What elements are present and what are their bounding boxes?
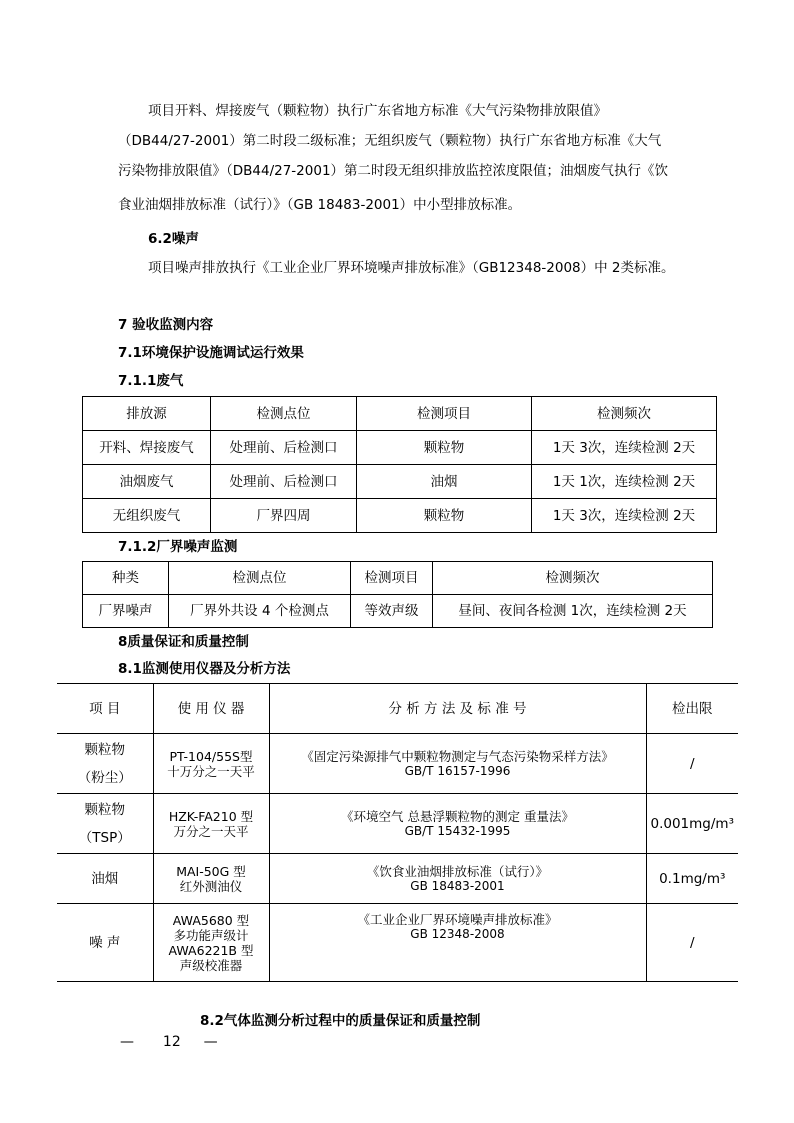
table-cell: 厂界四周 xyxy=(211,499,357,533)
column-header: 检测项目 xyxy=(351,562,433,595)
table-cell: 1天 3次，连续检测 2天 xyxy=(532,431,717,465)
method-name: 《环境空气 总悬浮颗粒物的测定 重量法》 xyxy=(341,809,574,824)
instrument-cell xyxy=(153,904,269,982)
method-cell xyxy=(269,734,646,794)
table-header-row xyxy=(57,684,738,734)
column-header: 检测频次 xyxy=(532,397,717,431)
paragraph-line: 食业油烟排放标准（试行）》（GB 18483-2001）中小型排放标准。 xyxy=(118,197,522,213)
column-header: 检测点位 xyxy=(211,397,357,431)
table-cell: 开料、焊接废气 xyxy=(83,431,211,465)
table-cell: 无组织废气 xyxy=(83,499,211,533)
instrument-model: AWA5680 型 xyxy=(172,912,250,928)
instrument-type: 红外测油仪 xyxy=(179,878,243,894)
page-footer xyxy=(120,1034,218,1050)
method-cell xyxy=(269,904,646,982)
section-heading-8-2: 8.2气体监测分析过程中的质量保证和质量控制 xyxy=(200,1013,481,1029)
item-cell: 油烟 xyxy=(57,854,153,904)
item-name: 颗粒物 xyxy=(84,801,125,818)
method-name: 《工业企业厂界环境噪声排放标准》 xyxy=(357,912,558,927)
column-header: 分 析 方 法 及 标 准 号 xyxy=(269,684,646,734)
table-cell: 油烟废气 xyxy=(83,465,211,499)
limit-cell: 0.1mg/m³ xyxy=(646,854,738,904)
section-heading-7-1-2: 7.1.2厂界噪声监测 xyxy=(118,539,238,555)
instrument-model: AWA6221B 型 xyxy=(168,942,254,958)
column-header: 种类 xyxy=(83,562,169,595)
method-standard: GB 18483-2001 xyxy=(410,879,505,893)
exhaust-gas-table xyxy=(82,396,717,533)
paragraph-line: 项目开料、焊接废气（颗粒物）执行广东省地方标准《大气污染物排放限值》 xyxy=(148,103,607,119)
limit-cell: / xyxy=(646,904,738,982)
item-note: （粉尘） xyxy=(77,769,132,786)
limit-cell: / xyxy=(646,734,738,794)
column-header: 项 目 xyxy=(57,684,153,734)
method-standard: GB/T 16157-1996 xyxy=(404,764,511,778)
table-cell: 颗粒物 xyxy=(357,499,532,533)
instrument-cell xyxy=(153,794,269,854)
table-cell: 厂界噪声 xyxy=(83,595,169,628)
column-header: 检测频次 xyxy=(433,562,713,595)
table-header-row xyxy=(83,562,713,595)
item-note: （TSP） xyxy=(78,829,131,846)
instrument-type: 万分之一天平 xyxy=(173,823,249,839)
method-name: 《饮食业油烟排放标准（试行）》 xyxy=(366,864,549,879)
table-cell: 昼间、夜间各检测 1次，连续检测 2天 xyxy=(433,595,713,628)
table-row xyxy=(83,465,717,499)
instrument-type: 多功能声级计 xyxy=(173,927,249,943)
column-header: 使 用 仪 器 xyxy=(153,684,269,734)
table-cell: 颗粒物 xyxy=(357,431,532,465)
paragraph-noise: 项目噪声排放执行《工业企业厂界环境噪声排放标准》（GB12348-2008）中 2类标准。 xyxy=(148,260,675,276)
table-row xyxy=(83,431,717,465)
table-row xyxy=(57,734,738,794)
item-name: 颗粒物 xyxy=(84,741,125,758)
instrument-model: PT-104/55S型 xyxy=(169,748,253,764)
column-header: 检出限 xyxy=(646,684,738,734)
instrument-model: HZK-FA210 型 xyxy=(168,808,254,824)
section-heading-6-2: 6.2噪声 xyxy=(148,231,199,247)
table-row xyxy=(83,595,713,628)
item-cell xyxy=(57,794,153,854)
footer-dash-right: — xyxy=(203,1034,218,1050)
table-row xyxy=(57,854,738,904)
limit-cell: 0.001mg/m³ xyxy=(646,794,738,854)
table-cell: 处理前、后检测口 xyxy=(211,431,357,465)
method-cell xyxy=(269,854,646,904)
method-standard: GB 12348-2008 xyxy=(410,927,505,941)
section-heading-8: 8质量保证和质量控制 xyxy=(118,634,249,650)
column-header: 排放源 xyxy=(83,397,211,431)
table-cell: 1天 1次，连续检测 2天 xyxy=(532,465,717,499)
item-cell: 噪 声 xyxy=(57,904,153,982)
table-cell: 油烟 xyxy=(357,465,532,499)
section-heading-7-1-1: 7.1.1废气 xyxy=(118,373,184,389)
table-row xyxy=(57,904,738,982)
table-row xyxy=(57,794,738,854)
table-header-row xyxy=(83,397,717,431)
column-header: 检测点位 xyxy=(169,562,351,595)
instrument-type: 十万分之一天平 xyxy=(167,763,255,779)
method-standard: GB/T 15432-1995 xyxy=(404,824,511,838)
item-cell xyxy=(57,734,153,794)
page-number: 12 xyxy=(162,1034,181,1050)
table-cell: 厂界外共设 4 个检测点 xyxy=(169,595,351,628)
section-heading-7: 7 验收监测内容 xyxy=(118,317,214,333)
method-cell xyxy=(269,794,646,854)
instrument-type: 声级校准器 xyxy=(179,957,243,973)
method-name: 《固定污染源排气中颗粒物测定与气态污染物采样方法》 xyxy=(301,749,614,764)
noise-monitoring-table xyxy=(82,561,713,628)
section-heading-8-1: 8.1监测使用仪器及分析方法 xyxy=(118,661,291,677)
instrument-cell xyxy=(153,734,269,794)
table-cell: 处理前、后检测口 xyxy=(211,465,357,499)
paragraph-line: 污染物排放限值》（DB44/27-2001）第二时段无组织排放监控浓度限值；油烟废气执行《饮 xyxy=(118,163,669,179)
table-cell: 1天 3次，连续检测 2天 xyxy=(532,499,717,533)
table-row xyxy=(83,499,717,533)
column-header: 检测项目 xyxy=(357,397,532,431)
instrument-method-table xyxy=(57,683,738,982)
instrument-cell xyxy=(153,854,269,904)
section-heading-7-1: 7.1环境保护设施调试运行效果 xyxy=(118,345,304,361)
table-cell: 等效声级 xyxy=(351,595,433,628)
instrument-model: MAI-50G 型 xyxy=(176,863,246,879)
footer-dash-left: — xyxy=(120,1034,134,1050)
paragraph-line: （DB44/27-2001）第二时段二级标准；无组织废气（颗粒物）执行广东省地方标准《大气 xyxy=(118,133,662,149)
